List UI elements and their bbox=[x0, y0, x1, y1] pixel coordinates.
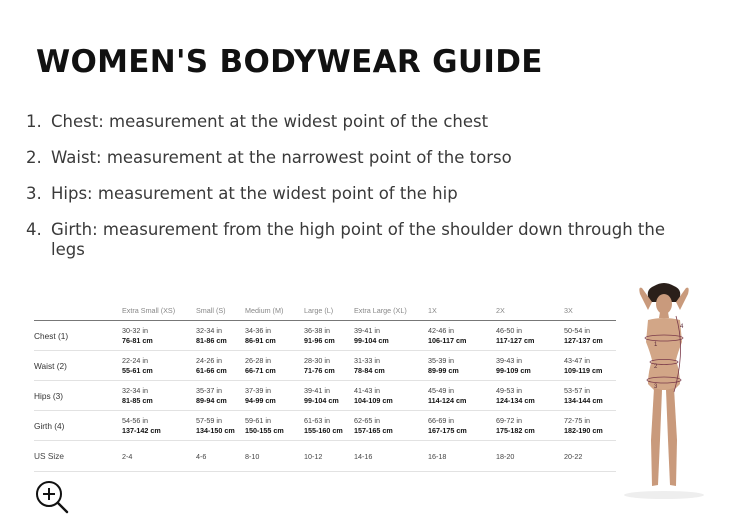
inches-value: 28-30 in bbox=[304, 355, 330, 365]
inches-value: 69-72 in bbox=[496, 415, 522, 425]
inches-value: 54-56 in bbox=[122, 415, 148, 425]
column-header: Small (S) bbox=[194, 300, 243, 321]
inches-value: 35-37 in bbox=[196, 385, 222, 395]
table-cell bbox=[120, 381, 194, 411]
table-cell bbox=[426, 381, 494, 411]
row-label: Girth (4) bbox=[34, 411, 120, 441]
table-cell bbox=[120, 321, 194, 351]
table-cell bbox=[302, 321, 352, 351]
step-item bbox=[26, 184, 696, 204]
marker-hips: 3 bbox=[654, 384, 658, 390]
cm-value: 150-155 cm bbox=[245, 425, 284, 435]
inches-value: 49-53 in bbox=[496, 385, 522, 395]
inches-value: 32-34 in bbox=[122, 385, 148, 395]
table-cell bbox=[494, 411, 562, 441]
us-size-cell: 14-16 bbox=[352, 441, 426, 472]
cm-value: 117-127 cm bbox=[496, 335, 535, 345]
inches-value: 42-46 in bbox=[428, 325, 454, 335]
cm-value: 81-85 cm bbox=[122, 395, 153, 405]
cm-value: 175-182 cm bbox=[496, 425, 535, 435]
table-cell bbox=[426, 321, 494, 351]
step-number: 1. bbox=[26, 112, 42, 131]
inches-value: 50-54 in bbox=[564, 325, 590, 335]
row-label: Waist (2) bbox=[34, 351, 120, 381]
us-size-cell: 4-6 bbox=[194, 441, 243, 472]
inches-value: 61-63 in bbox=[304, 415, 330, 425]
us-size-cell: 16-18 bbox=[426, 441, 494, 472]
table-cell bbox=[194, 321, 243, 351]
zoom-in-icon bbox=[34, 479, 70, 515]
table-cell bbox=[562, 351, 616, 381]
marker-girth: 4 bbox=[680, 324, 684, 330]
inches-value: 72-75 in bbox=[564, 415, 590, 425]
table-cell bbox=[243, 381, 302, 411]
table-row bbox=[34, 381, 616, 411]
cm-value: 78-84 cm bbox=[354, 365, 385, 375]
us-size-row bbox=[34, 441, 616, 472]
size-chart-table bbox=[34, 300, 616, 472]
table-cell bbox=[243, 411, 302, 441]
step-text: Hips: measurement at the widest point of the hip bbox=[51, 184, 458, 203]
inches-value: 30-32 in bbox=[122, 325, 148, 335]
us-size-cell: 10-12 bbox=[302, 441, 352, 472]
marker-chest: 1 bbox=[654, 342, 658, 348]
table-cell bbox=[194, 381, 243, 411]
row-label: Hips (3) bbox=[34, 381, 120, 411]
step-number: 3. bbox=[26, 184, 42, 203]
table-cell bbox=[352, 411, 426, 441]
inches-value: 57-59 in bbox=[196, 415, 222, 425]
row-label: Chest (1) bbox=[34, 321, 120, 351]
inches-value: 46-50 in bbox=[496, 325, 522, 335]
inches-value: 36-38 in bbox=[304, 325, 330, 335]
inches-value: 66-69 in bbox=[428, 415, 454, 425]
step-item bbox=[26, 220, 696, 260]
table-cell bbox=[426, 411, 494, 441]
cm-value: 114-124 cm bbox=[428, 395, 467, 405]
cm-value: 104-109 cm bbox=[354, 395, 393, 405]
cm-value: 91-96 cm bbox=[304, 335, 335, 345]
column-header: Large (L) bbox=[302, 300, 352, 321]
cm-value: 94-99 cm bbox=[245, 395, 276, 405]
inches-value: 35-39 in bbox=[428, 355, 454, 365]
column-header: 1X bbox=[426, 300, 494, 321]
inches-value: 43-47 in bbox=[564, 355, 590, 365]
zoom-in-button[interactable] bbox=[34, 479, 70, 515]
inches-value: 24-26 in bbox=[196, 355, 222, 365]
us-size-cell: 20-22 bbox=[562, 441, 616, 472]
inches-value: 53-57 in bbox=[564, 385, 590, 395]
table-cell bbox=[562, 411, 616, 441]
cm-value: 167-175 cm bbox=[428, 425, 467, 435]
inches-value: 22-24 in bbox=[122, 355, 148, 365]
row-label: US Size bbox=[34, 441, 120, 472]
table-cell bbox=[194, 351, 243, 381]
inches-value: 37-39 in bbox=[245, 385, 271, 395]
column-header: 2X bbox=[494, 300, 562, 321]
table-row bbox=[34, 411, 616, 441]
table-cell bbox=[194, 411, 243, 441]
table-cell bbox=[120, 411, 194, 441]
table-cell bbox=[352, 321, 426, 351]
cm-value: 99-104 cm bbox=[304, 395, 339, 405]
step-item bbox=[26, 148, 696, 168]
inches-value: 39-41 in bbox=[354, 325, 380, 335]
cm-value: 86-91 cm bbox=[245, 335, 276, 345]
column-header: Extra Large (XL) bbox=[352, 300, 426, 321]
inches-value: 39-41 in bbox=[304, 385, 330, 395]
step-text: Waist: measurement at the narrowest point of the torso bbox=[51, 148, 512, 167]
table-row bbox=[34, 351, 616, 381]
us-size-cell: 18-20 bbox=[494, 441, 562, 472]
table-cell bbox=[494, 381, 562, 411]
cm-value: 81-86 cm bbox=[196, 335, 227, 345]
step-number: 4. bbox=[26, 220, 42, 239]
inches-value: 32-34 in bbox=[196, 325, 222, 335]
table-cell bbox=[243, 351, 302, 381]
inches-value: 45-49 in bbox=[428, 385, 454, 395]
cm-value: 127-137 cm bbox=[564, 335, 603, 345]
inches-value: 41-43 in bbox=[354, 385, 380, 395]
inches-value: 62-65 in bbox=[354, 415, 380, 425]
table-cell bbox=[243, 321, 302, 351]
cm-value: 124-134 cm bbox=[496, 395, 535, 405]
cm-value: 71-76 cm bbox=[304, 365, 335, 375]
table-cell bbox=[562, 381, 616, 411]
cm-value: 106-117 cm bbox=[428, 335, 467, 345]
column-header bbox=[34, 300, 120, 321]
cm-value: 55-61 cm bbox=[122, 365, 153, 375]
table-row bbox=[34, 321, 616, 351]
step-item bbox=[26, 112, 696, 132]
measurement-steps bbox=[26, 112, 696, 276]
cm-value: 66-71 cm bbox=[245, 365, 276, 375]
cm-value: 155-160 cm bbox=[304, 425, 343, 435]
cm-value: 76-81 cm bbox=[122, 335, 153, 345]
column-header: Medium (M) bbox=[243, 300, 302, 321]
page-title: WOMEN'S BODYWEAR GUIDE bbox=[36, 44, 543, 80]
cm-value: 134-150 cm bbox=[196, 425, 235, 435]
inches-value: 34-36 in bbox=[245, 325, 271, 335]
us-size-cell: 2-4 bbox=[120, 441, 194, 472]
table-cell bbox=[426, 351, 494, 381]
table-cell bbox=[352, 351, 426, 381]
table-cell bbox=[494, 321, 562, 351]
inches-value: 31-33 in bbox=[354, 355, 380, 365]
cm-value: 182-190 cm bbox=[564, 425, 603, 435]
step-number: 2. bbox=[26, 148, 42, 167]
marker-waist: 2 bbox=[654, 364, 658, 370]
body-measurement-figure bbox=[614, 280, 714, 500]
table-cell bbox=[302, 351, 352, 381]
cm-value: 61-66 cm bbox=[196, 365, 227, 375]
step-text: Girth: measurement from the high point of the shoulder down through the legs bbox=[51, 220, 665, 259]
table-cell bbox=[562, 321, 616, 351]
cm-value: 99-109 cm bbox=[496, 365, 531, 375]
cm-value: 99-104 cm bbox=[354, 335, 389, 345]
column-header: Extra Small (XS) bbox=[120, 300, 194, 321]
table-cell bbox=[494, 351, 562, 381]
cm-value: 89-94 cm bbox=[196, 395, 227, 405]
cm-value: 157-165 cm bbox=[354, 425, 393, 435]
column-header: 3X bbox=[562, 300, 616, 321]
inches-value: 39-43 in bbox=[496, 355, 522, 365]
cm-value: 134-144 cm bbox=[564, 395, 603, 405]
table-cell bbox=[352, 381, 426, 411]
table-cell bbox=[302, 411, 352, 441]
cm-value: 89-99 cm bbox=[428, 365, 459, 375]
us-size-cell: 8-10 bbox=[243, 441, 302, 472]
table-cell bbox=[302, 381, 352, 411]
inches-value: 59-61 in bbox=[245, 415, 271, 425]
cm-value: 137-142 cm bbox=[122, 425, 161, 435]
table-header-row bbox=[34, 300, 616, 321]
cm-value: 109-119 cm bbox=[564, 365, 603, 375]
step-text: Chest: measurement at the widest point of the chest bbox=[51, 112, 489, 131]
table-cell bbox=[120, 351, 194, 381]
inches-value: 26-28 in bbox=[245, 355, 271, 365]
